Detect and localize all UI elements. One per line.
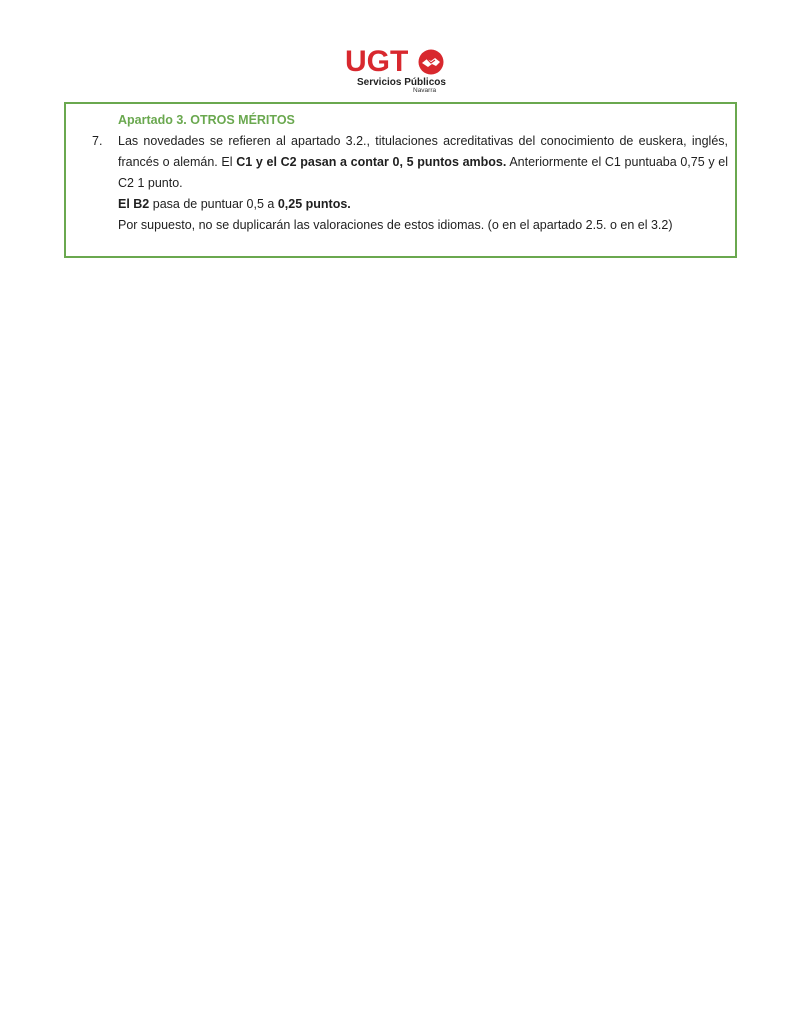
- logo-wordmark-text: UGT: [345, 45, 409, 78]
- merits-section-content: [118, 110, 728, 236]
- para1-bold-a: C1 y el C2 pasan a contar 0, 5 puntos ambos.: [236, 155, 507, 169]
- item-number: 7.: [92, 134, 103, 148]
- paragraph-b2-change: [118, 194, 728, 215]
- paragraph-no-duplication: Por supuesto, no se duplicarán las valoraciones de estos idiomas. (o en el apartado 2.5. o en el 3.2): [118, 218, 673, 232]
- section-heading: Apartado 3. OTROS MÉRITOS: [118, 113, 295, 127]
- handshake-circle-icon: [418, 49, 444, 75]
- para2-text-a: pasa de puntuar 0,5 a: [149, 197, 278, 211]
- para1-text-b: Anteriormente el C1 puntuaba 0,75 y el C2 1 punto.: [118, 155, 729, 190]
- para2-bold-a: El B2: [118, 197, 150, 211]
- logo-region: Navarra: [413, 87, 437, 94]
- paragraph-language-changes: [118, 131, 728, 194]
- ugt-logo: [343, 46, 447, 96]
- logo-wordmark: [345, 46, 408, 78]
- logo-subtitle: Servicios Públicos: [357, 77, 446, 88]
- para2-bold-b: 0,25 puntos.: [277, 197, 351, 211]
- para1-text-a: Las novedades se refieren al apartado 3.2., titulaciones acreditativas del conocimiento de euskera, inglés, francés o alemán. El: [118, 134, 728, 169]
